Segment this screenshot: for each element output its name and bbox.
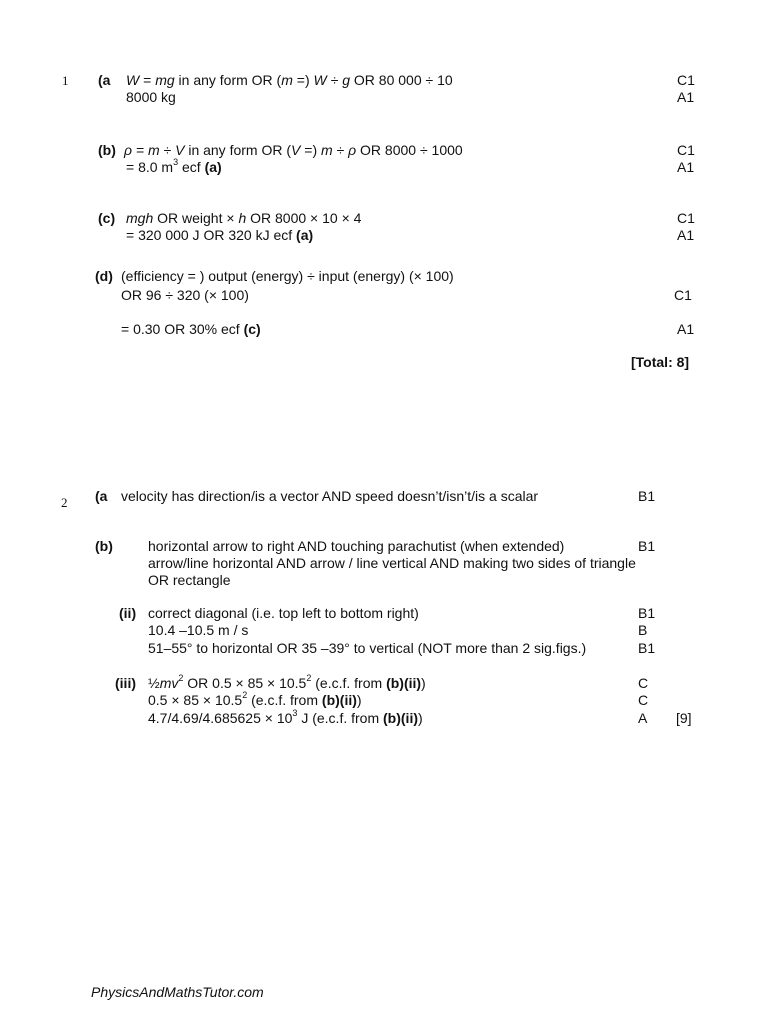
- q1-a-line1: [126, 72, 453, 89]
- q2-bii-mark3: B1: [638, 640, 656, 656]
- question-number-2: 2: [61, 495, 68, 510]
- q1-c-t1: OR weight ×: [153, 210, 239, 226]
- q2-biii-l1sup: 2: [178, 673, 184, 684]
- q1-a-Wg: W ÷ g: [313, 72, 350, 88]
- q1-a-t3: OR 80 000 ÷ 10: [350, 72, 453, 88]
- q2-b-line2: arrow/line horizontal AND arrow / line vertical AND making two sides of triangle: [148, 555, 636, 571]
- q1-d-line3: [121, 321, 261, 338]
- q1-a-W: W: [126, 72, 140, 88]
- q1-c-line1: [126, 210, 361, 227]
- q1-c-mark1: C1: [677, 210, 695, 226]
- q1-a-t2: =): [292, 72, 314, 88]
- q1-c-h: h: [238, 210, 247, 226]
- q1-d-line2: OR 96 ÷ 320 (× 100): [121, 287, 249, 303]
- q2-biii-mark1: C: [638, 675, 649, 691]
- q2-biii-l1c: ): [421, 675, 426, 691]
- q1-b-label: (b): [98, 142, 116, 158]
- q1-c-t2: OR 8000 × 10 × 4: [246, 210, 362, 226]
- q2-biii-l2a: 0.5 × 85 × 10.5: [148, 692, 243, 708]
- q2-biii-half: ½: [148, 675, 160, 691]
- q2-b-label: (b): [95, 538, 113, 554]
- q2-biii-line1: [148, 675, 426, 692]
- q2-biii-l2ref: (b)(ii): [321, 692, 357, 708]
- q1-c-mark2: A1: [677, 227, 695, 243]
- q1-d-l3a: = 0.30 OR 30% ecf: [121, 321, 244, 337]
- q1-a-mark1: C1: [677, 72, 695, 88]
- q1-c-l2a: = 320 000 J OR 320 kJ ecf: [126, 227, 297, 243]
- q2-biii-l1a: OR 0.5 × 85 × 10.5: [183, 675, 307, 691]
- q2-biii-mark2: C: [638, 692, 649, 708]
- q2-a-label: (a: [95, 488, 108, 504]
- q1-a-mark2: A1: [677, 89, 695, 105]
- q2-biii-mark3: A: [638, 710, 648, 726]
- footer-site-name: PhysicsAndMathsTutor.com: [91, 984, 264, 1000]
- q1-d-mark1: C1: [674, 287, 692, 303]
- q2-biii-l3sup: 3: [292, 708, 298, 719]
- q2-biii-l2b: (e.c.f. from: [247, 692, 322, 708]
- q2-biii-l3ref: (b)(ii): [383, 710, 418, 726]
- q1-a-m: m: [281, 72, 293, 88]
- q1-b-l2b: ecf: [178, 159, 205, 175]
- q2-bii-line3: 51–55° to horizontal OR 35 –39° to vertical (NOT more than 2 sig.figs.): [148, 640, 587, 656]
- q1-b-mark2: A1: [677, 159, 695, 175]
- q2-b-line3: OR rectangle: [148, 572, 231, 588]
- q1-b-l2ref: (a): [204, 159, 222, 175]
- q2-biii-l1sup2: 2: [306, 673, 312, 684]
- q2-bii-mark2: B: [638, 622, 648, 638]
- q1-a-eq: =: [139, 72, 156, 88]
- q1-b-mark1: C1: [677, 142, 695, 158]
- q2-bii-mark1: B1: [638, 605, 656, 621]
- q1-d-mark2: A1: [677, 321, 695, 337]
- q2-b-line1: horizontal arrow to right AND touching parachutist (when extended): [148, 538, 565, 554]
- q2-biii-l3b: J (e.c.f. from: [297, 710, 384, 726]
- q2-a-mark: B1: [638, 488, 656, 504]
- q1-total: [Total: 8]: [631, 354, 690, 370]
- q1-b-V: V: [291, 142, 301, 158]
- q1-c-line2: [126, 227, 313, 244]
- q1-b-line2: [126, 159, 222, 176]
- q1-b-l2sup: 3: [173, 157, 179, 168]
- q1-d-l3ref: (c): [243, 321, 261, 337]
- q1-b-l2a: = 8.0 m: [126, 159, 174, 175]
- q1-d-label: (d): [95, 268, 113, 284]
- q1-b-m-rho: m ÷ ρ: [321, 142, 357, 158]
- question-number-1: 1: [62, 73, 69, 88]
- q2-biii-l3c: ): [418, 710, 423, 726]
- q2-bii-label: (ii): [119, 605, 137, 621]
- q1-a-t1: in any form OR (: [174, 72, 282, 88]
- q1-b-rho-eq: ρ = m ÷ V: [124, 142, 185, 158]
- q1-a-label: (a: [98, 72, 111, 88]
- q2-biii-l2c: ): [356, 692, 362, 708]
- q2-biii-line2: [148, 692, 362, 709]
- q1-c-mgh: mgh: [126, 210, 154, 226]
- q2-b-mark1: B1: [638, 538, 656, 554]
- q1-a-line2: 8000 kg: [126, 89, 176, 105]
- q2-biii-mv: mv: [159, 675, 179, 691]
- q2-biii-l2sup: 2: [242, 690, 248, 701]
- q1-c-l2ref: (a): [296, 227, 314, 243]
- q1-d-line1: (efficiency = ) output (energy) ÷ input (energy) (× 100): [121, 268, 454, 284]
- q2-biii-l1ref: (b)(ii): [386, 675, 422, 691]
- q2-a-text: velocity has direction/is a vector AND speed doesn’t/isn’t/is a scalar: [121, 488, 539, 504]
- q2-biii-l1b: (e.c.f. from: [311, 675, 387, 691]
- q2-biii-label: (iii): [115, 675, 136, 691]
- q1-b-t1: in any form OR (: [184, 142, 292, 158]
- q1-c-label: (c): [98, 210, 116, 226]
- q2-biii-l3a: 4.7/4.69/4.685625 × 10: [148, 710, 293, 726]
- q2-bii-line1: correct diagonal (i.e. top left to bottom right): [148, 605, 419, 621]
- q1-b-t3: OR 8000 ÷ 1000: [356, 142, 463, 158]
- q2-total: [9]: [676, 710, 692, 726]
- q1-a-mg: mg: [155, 72, 175, 88]
- q1-b-t2: =): [300, 142, 321, 158]
- q2-biii-line3: [148, 710, 423, 727]
- q2-bii-line2: 10.4 –10.5 m / s: [148, 622, 249, 638]
